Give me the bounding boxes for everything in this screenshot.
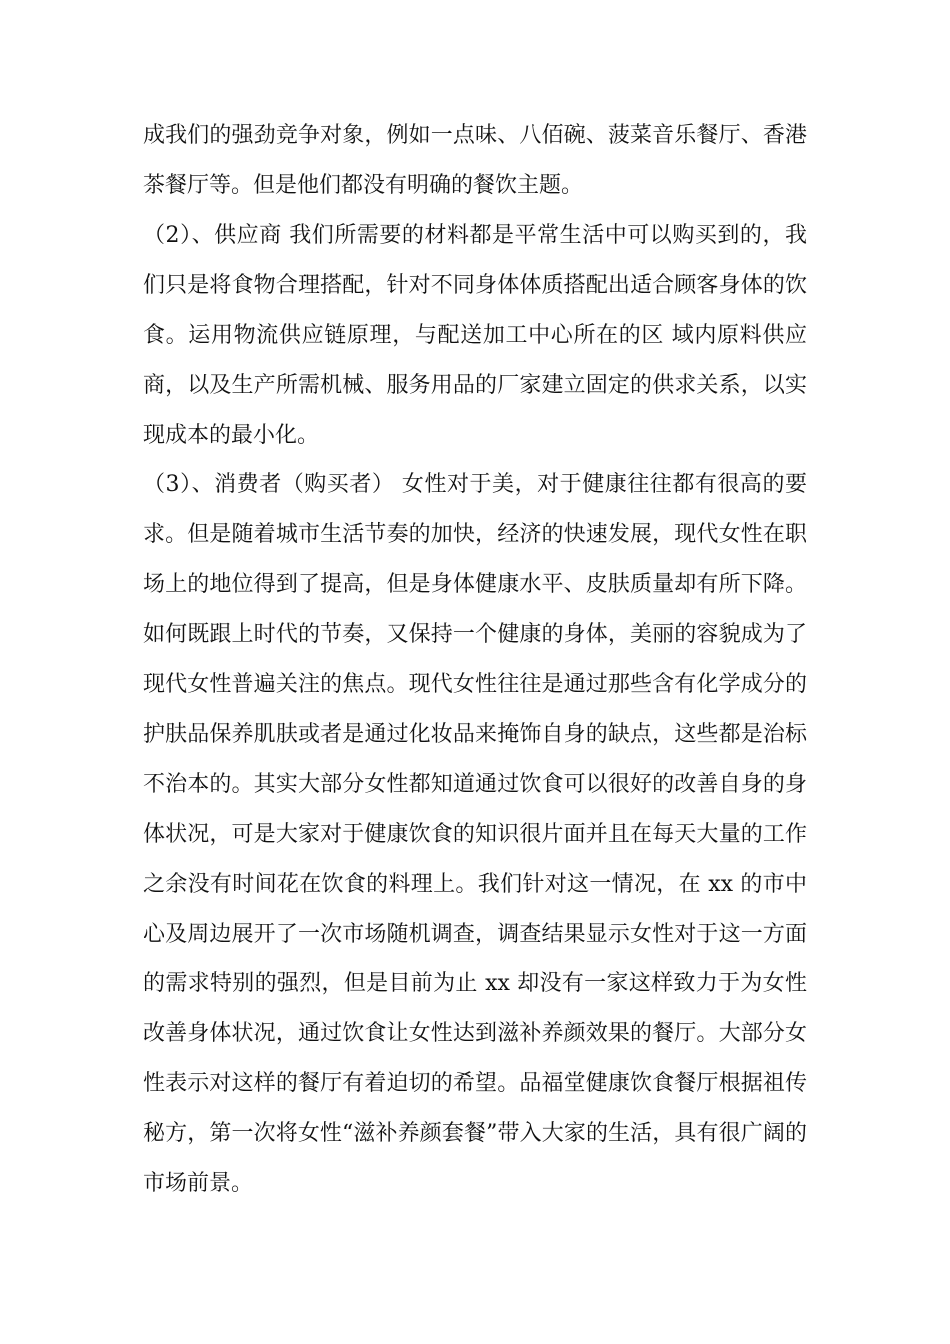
text-line: 如何既跟上时代的节奏，又保持一个健康的身体，美丽的容貌成为了 — [143, 622, 807, 647]
text-line: 商，以及生产所需机械、服务用品的厂家建立固定的供求关系，以实 — [143, 373, 807, 398]
text-line: 改善身体状况，通过饮食让女性达到滋补养颜效果的餐厅。大部分女 — [143, 1021, 807, 1046]
text-line: 现成本的最小化。 — [143, 423, 320, 448]
text-line: 之余没有时间花在饮食的料理上。我们针对这一情况，在 xx 的市中 — [143, 872, 807, 897]
text-line: 体状况，可是大家对于健康饮食的知识很片面并且在每天大量的工作 — [143, 822, 807, 847]
text-line: 食。运用物流供应链原理，与配送加工中心所在的区 域内原料供应 — [143, 323, 807, 348]
text-line: 的需求特别的强烈，但是目前为止 xx 却没有一家这样致力于为女性 — [143, 971, 807, 996]
text-line: （3）、消费者（购买者） 女性对于美，对于健康往往都有很高的要 — [143, 472, 807, 497]
text-line: 场上的地位得到了提高，但是身体健康水平、皮肤质量却有所下降。 — [143, 572, 807, 597]
text-line: 护肤品保养肌肤或者是通过化妆品来掩饰自身的缺点，这些都是治标 — [143, 722, 807, 747]
text-line: 心及周边展开了一次市场随机调查，调查结果显示女性对于这一方面 — [143, 922, 807, 947]
text-line: （2）、供应商 我们所需要的材料都是平常生活中可以购买到的，我 — [143, 223, 807, 248]
text-line: 求。但是随着城市生活节奏的加快，经济的快速发展，现代女性在职 — [143, 522, 807, 547]
text-line: 成我们的强劲竞争对象，例如一点味、八佰碗、菠菜音乐餐厅、香港 — [143, 123, 807, 148]
text-line: 现代女性普遍关注的焦点。现代女性往往是通过那些含有化学成分的 — [143, 672, 807, 697]
text-line: 们只是将食物合理搭配，针对不同身体体质搭配出适合顾客身体的饮 — [143, 273, 807, 298]
text-line: 性表示对这样的餐厅有着迫切的希望。品福堂健康饮食餐厅根据祖传 — [143, 1071, 807, 1096]
text-line: 茶餐厅等。但是他们都没有明确的餐饮主题。 — [143, 173, 584, 198]
text-line: 不治本的。其实大部分女性都知道通过饮食可以很好的改善自身的身 — [143, 772, 807, 797]
text-line: 市场前景。 — [143, 1171, 254, 1196]
text-line: 秘方，第一次将女性“滋补养颜套餐”带入大家的生活，具有很广阔的 — [143, 1121, 807, 1146]
